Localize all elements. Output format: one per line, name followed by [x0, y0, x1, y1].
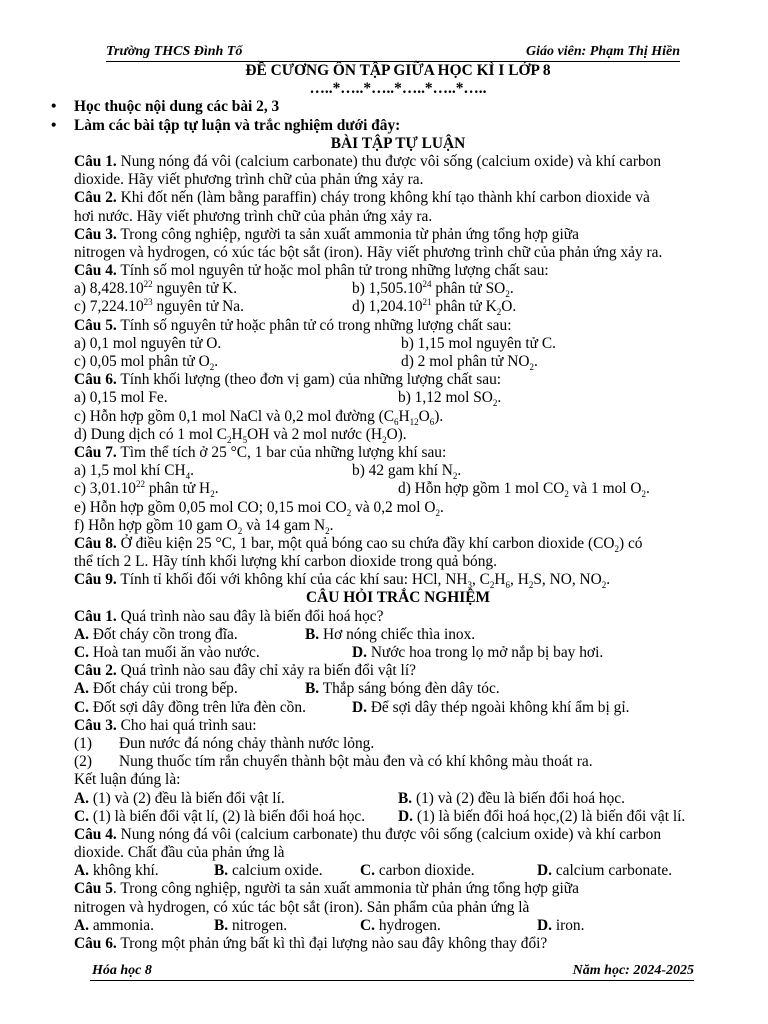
- option-a: A. ammonia.: [74, 916, 154, 934]
- option-c: C. Hoà tan muối ăn vào nước.: [74, 644, 260, 661]
- answer-d: d) Dung dịch có 1 mol $C_2H_5OH$ và 2 mol nước $(H_2O)$.: [74, 425, 407, 445]
- question-label: Câu 4.: [74, 262, 117, 280]
- essay-q5: [74, 317, 722, 335]
- option-a: A. không khí.: [74, 862, 159, 880]
- mc-q5-cont: nitrogen và hydrogen, có xúc tác bột sắt (iron). Sản phẩm của phản ứng là: [74, 898, 530, 916]
- mc-q3-row1: [74, 790, 722, 808]
- mc-q4: [74, 826, 722, 844]
- answer-b: b) 1,12 mol $SO_2$.: [398, 389, 502, 409]
- essay-heading: BÀI TẬP TỰ LUẬN: [330, 134, 466, 152]
- essay-q6: [74, 371, 722, 389]
- option-c: C. hydrogen.: [360, 916, 441, 934]
- mc-q3-row2: [74, 808, 722, 826]
- mc-q2: [74, 662, 722, 680]
- mc-q3: [74, 717, 722, 735]
- essay-q4: [74, 262, 722, 280]
- essay-q6-row1: [74, 389, 722, 407]
- answer-d: d) 2 mol phân tử $NO_2$.: [401, 353, 538, 373]
- option-b: B. Hơ nóng chiếc thìa inox.: [305, 625, 476, 643]
- answer-b: b) 42 gam khí $N_2$.: [352, 462, 462, 482]
- page-footer: [90, 963, 694, 981]
- stars-divider: …..*…..*…..*…..*…..*…..: [309, 80, 487, 98]
- option-d: D. (1) là biến đổi hoá học,(2) là biến đổi vật lí.: [398, 807, 686, 825]
- teacher-name: Giáo viên: Phạm Thị Hiền: [526, 44, 680, 59]
- question-label: Câu 2.: [74, 189, 117, 207]
- essay-q7-row2: [74, 480, 722, 498]
- question-text: Nung nóng đá vôi (calcium carbonate) thu được vôi sống (calcium oxide) và khí carbon: [116, 825, 662, 843]
- process-2: (2) Nung thuốc tím rắn chuyển thành bột màu đen và có khí không màu thoát ra.: [74, 753, 593, 771]
- question-text: Tìm thể tích ở 25 °C, 1 bar của những lượng khí sau:: [116, 443, 447, 461]
- school-year: Năm học: 2024-2025: [572, 963, 694, 978]
- question-label: Câu 3.: [74, 225, 117, 243]
- answer-c: c) 3,01.10$^{22}$ phân tử $H_2$.: [74, 479, 219, 500]
- mc-q2-row2: [74, 699, 722, 717]
- mc-q1: [74, 608, 722, 626]
- option-b: B. calcium oxide.: [214, 862, 323, 880]
- answer-b: b) 1,15 mol nguyên tử C.: [401, 334, 556, 352]
- question-text: Quá trình nào sau đây chỉ xảy ra biến đổi vật lí?: [116, 662, 416, 680]
- question-label: Câu 9.: [74, 571, 117, 589]
- question-label: Câu 4.: [74, 825, 117, 843]
- answer-a: a) 0,15 mol Fe.: [74, 389, 168, 407]
- question-label: Câu 6.: [74, 935, 117, 952]
- conclusion-prompt: Kết luận đúng là:: [74, 771, 181, 789]
- question-label: Câu 5.: [74, 316, 117, 334]
- question-label: Câu 5: [74, 880, 113, 898]
- mc-q1-row2: [74, 644, 722, 662]
- option-c: C. Đốt sợi dây đồng trên lửa đèn cồn.: [74, 698, 306, 716]
- question-label: Câu 1.: [74, 152, 117, 170]
- mc-q1-row1: [74, 626, 722, 644]
- page-header: [106, 44, 680, 62]
- option-d: D. calcium carbonate.: [537, 862, 673, 880]
- option-c: C. carbon dioxide.: [360, 862, 475, 880]
- essay-q4-row2: [74, 298, 722, 316]
- essay-q3-cont: nitrogen và hydrogen, có xúc tác bột sắt (iron). Hãy viết phương trình chữ của phản ứng xảy ra.: [74, 243, 663, 261]
- option-a: A. (1) và (2) đều là biến đổi vật lí.: [74, 789, 285, 807]
- essay-q2-cont: hơi nước. Hãy viết phương trình chữ của phản ứng xảy ra.: [74, 207, 433, 225]
- option-a: A. Đốt cháy cồn trong đĩa.: [74, 625, 238, 643]
- mc-q4-cont: dioxide. Chất đầu của phản ứng là: [74, 844, 285, 862]
- question-text: Khi đốt nến (làm bằng paraffin) cháy trong không khí tạo thành khí carbon dioxide và: [116, 189, 650, 207]
- bullet-item: • Làm các bài tập tự luận và trắc nghiệm dưới đây:: [74, 117, 722, 135]
- answer-c: c) 0,05 mol phân tử $O_2$.: [74, 353, 219, 373]
- option-d: D. Để sợi dây thép ngoài không khí ẩm bị gỉ.: [352, 698, 630, 716]
- bullet-item: • Học thuộc nội dung các bài 2, 3: [74, 98, 722, 116]
- answer-e: e) Hỗn hợp gồm 0,05 mol CO; 0,15 moi $CO_2$ và 0,2 mol $O_2$.: [74, 498, 444, 518]
- option-b: B. Thắp sáng bóng đèn dây tóc.: [305, 680, 500, 698]
- question-text: Trong một phản ứng bất kì thì đại lượng nào sau đây không thay đổi?: [116, 935, 548, 952]
- essay-q1-cont: dioxide. Hãy viết phương trình chữ của phản ứng xảy ra.: [74, 171, 424, 189]
- question-label: Câu 3.: [74, 716, 117, 734]
- question-text: Quá trình nào sau đây là biến đổi hoá học?: [116, 607, 384, 625]
- option-d: D. iron.: [537, 916, 585, 934]
- question-label: Câu 1.: [74, 607, 117, 625]
- question-text: Tính khối lượng (theo đơn vị gam) của những lượng chất sau:: [116, 371, 502, 389]
- question-text: Tính số mol nguyên tử hoặc mol phân tử trong những lượng chất sau:: [116, 262, 549, 280]
- essay-q8: Câu 8. Ở điều kiện 25 °C, 1 bar, một quả bóng cao su chứa đầy khí carbon dioxide $(CO_2)$ có: [74, 534, 643, 554]
- mc-q4-options: [74, 862, 722, 880]
- essay-q1: [74, 153, 722, 171]
- mc-q5: [74, 880, 722, 898]
- essay-q7-row1: [74, 462, 722, 480]
- essay-q2: [74, 189, 722, 207]
- document-body: [74, 62, 722, 953]
- answer-d: d) 1,204.10$^{21}$ phân tử $K_2O$.: [352, 297, 517, 318]
- essay-q8-cont: thể tích 2 L. Hãy tính khối lượng khí carbon dioxide trong quả bóng.: [74, 553, 497, 571]
- page-title: ĐỀ CƯƠNG ÔN TẬP GIỮA HỌC KÌ I LỚP 8: [245, 62, 551, 79]
- option-d: D. Nước hoa trong lọ mở nắp bị bay hơi.: [352, 644, 604, 661]
- school-name: Trường THCS Đình Tổ: [106, 44, 243, 59]
- answer-c: c) Hỗn hợp gồm 0,1 mol NaCl và 0,2 mol đường $(C_6H_{12}O_6)$.: [74, 407, 444, 427]
- answer-d: d) Hỗn hợp gồm 1 mol $CO_2$ và 1 mol $O_2$.: [398, 480, 650, 500]
- option-b: B. nitrogen.: [214, 916, 288, 934]
- mc-q6: [74, 935, 722, 953]
- answer-a: a) 1,5 mol khí $CH_4$.: [74, 462, 194, 482]
- answer-f: f) Hỗn hợp gồm 10 gam $O_2$ và 14 gam $N_2$.: [74, 516, 334, 536]
- question-text: Nung nóng đá vôi (calcium carbonate) thu được vôi sống (calcium oxide) và khí carbon: [116, 152, 662, 170]
- question-label: Câu 2.: [74, 662, 117, 680]
- essay-q9: Câu 9. Tính tỉ khối đối với không khí của các khí sau: HCl, $NH_3$, $C_2H_6$, $H_2S$, NO, $NO_2$.: [74, 571, 611, 591]
- answer-a: a) 0,1 mol nguyên tử O.: [74, 334, 222, 352]
- question-label: Câu 8.: [74, 534, 117, 552]
- option-b: B. (1) và (2) đều là biến đổi hoá học.: [398, 789, 625, 807]
- answer-a: a) 8,428.10$^{22}$ nguyên tử K.: [74, 279, 238, 298]
- essay-q7: [74, 444, 722, 462]
- question-text: Cho hai quá trình sau:: [116, 716, 257, 734]
- question-label: Câu 6.: [74, 371, 117, 389]
- question-text: . Trong công nghiệp, người ta sản xuất ammonia từ phản ứng tổng hợp giữa: [112, 880, 579, 898]
- essay-q5-row1: [74, 335, 722, 353]
- mc-q2-row1: [74, 680, 722, 698]
- question-text: Tính số nguyên tử hoặc phân tử có trong những lượng chất sau:: [116, 316, 512, 334]
- essay-q3: [74, 226, 722, 244]
- essay-q5-row2: [74, 353, 722, 371]
- process-1: (1) Đun nước đá nóng chảy thành nước lỏng.: [74, 734, 375, 752]
- answer-c: c) 7,224.10$^{23}$ nguyên tử Na.: [74, 297, 244, 316]
- mc-q5-options: [74, 917, 722, 935]
- option-c: C. (1) là biến đổi vật lí, (2) là biến đổi hoá học.: [74, 807, 366, 825]
- question-label: Câu 7.: [74, 443, 117, 461]
- answer-b: b) 1,505.10$^{24}$ phân tử $SO_2$.: [352, 279, 514, 300]
- question-text: Trong công nghiệp, người ta sản xuất ammonia từ phản ứng tổng hợp giữa: [116, 225, 579, 243]
- option-a: A. Đốt cháy củi trong bếp.: [74, 680, 238, 698]
- subject-name: Hóa học 8: [92, 963, 152, 978]
- essay-q4-row1: [74, 280, 722, 298]
- mc-heading: CÂU HỎI TRẮC NGHIỆM: [306, 589, 490, 607]
